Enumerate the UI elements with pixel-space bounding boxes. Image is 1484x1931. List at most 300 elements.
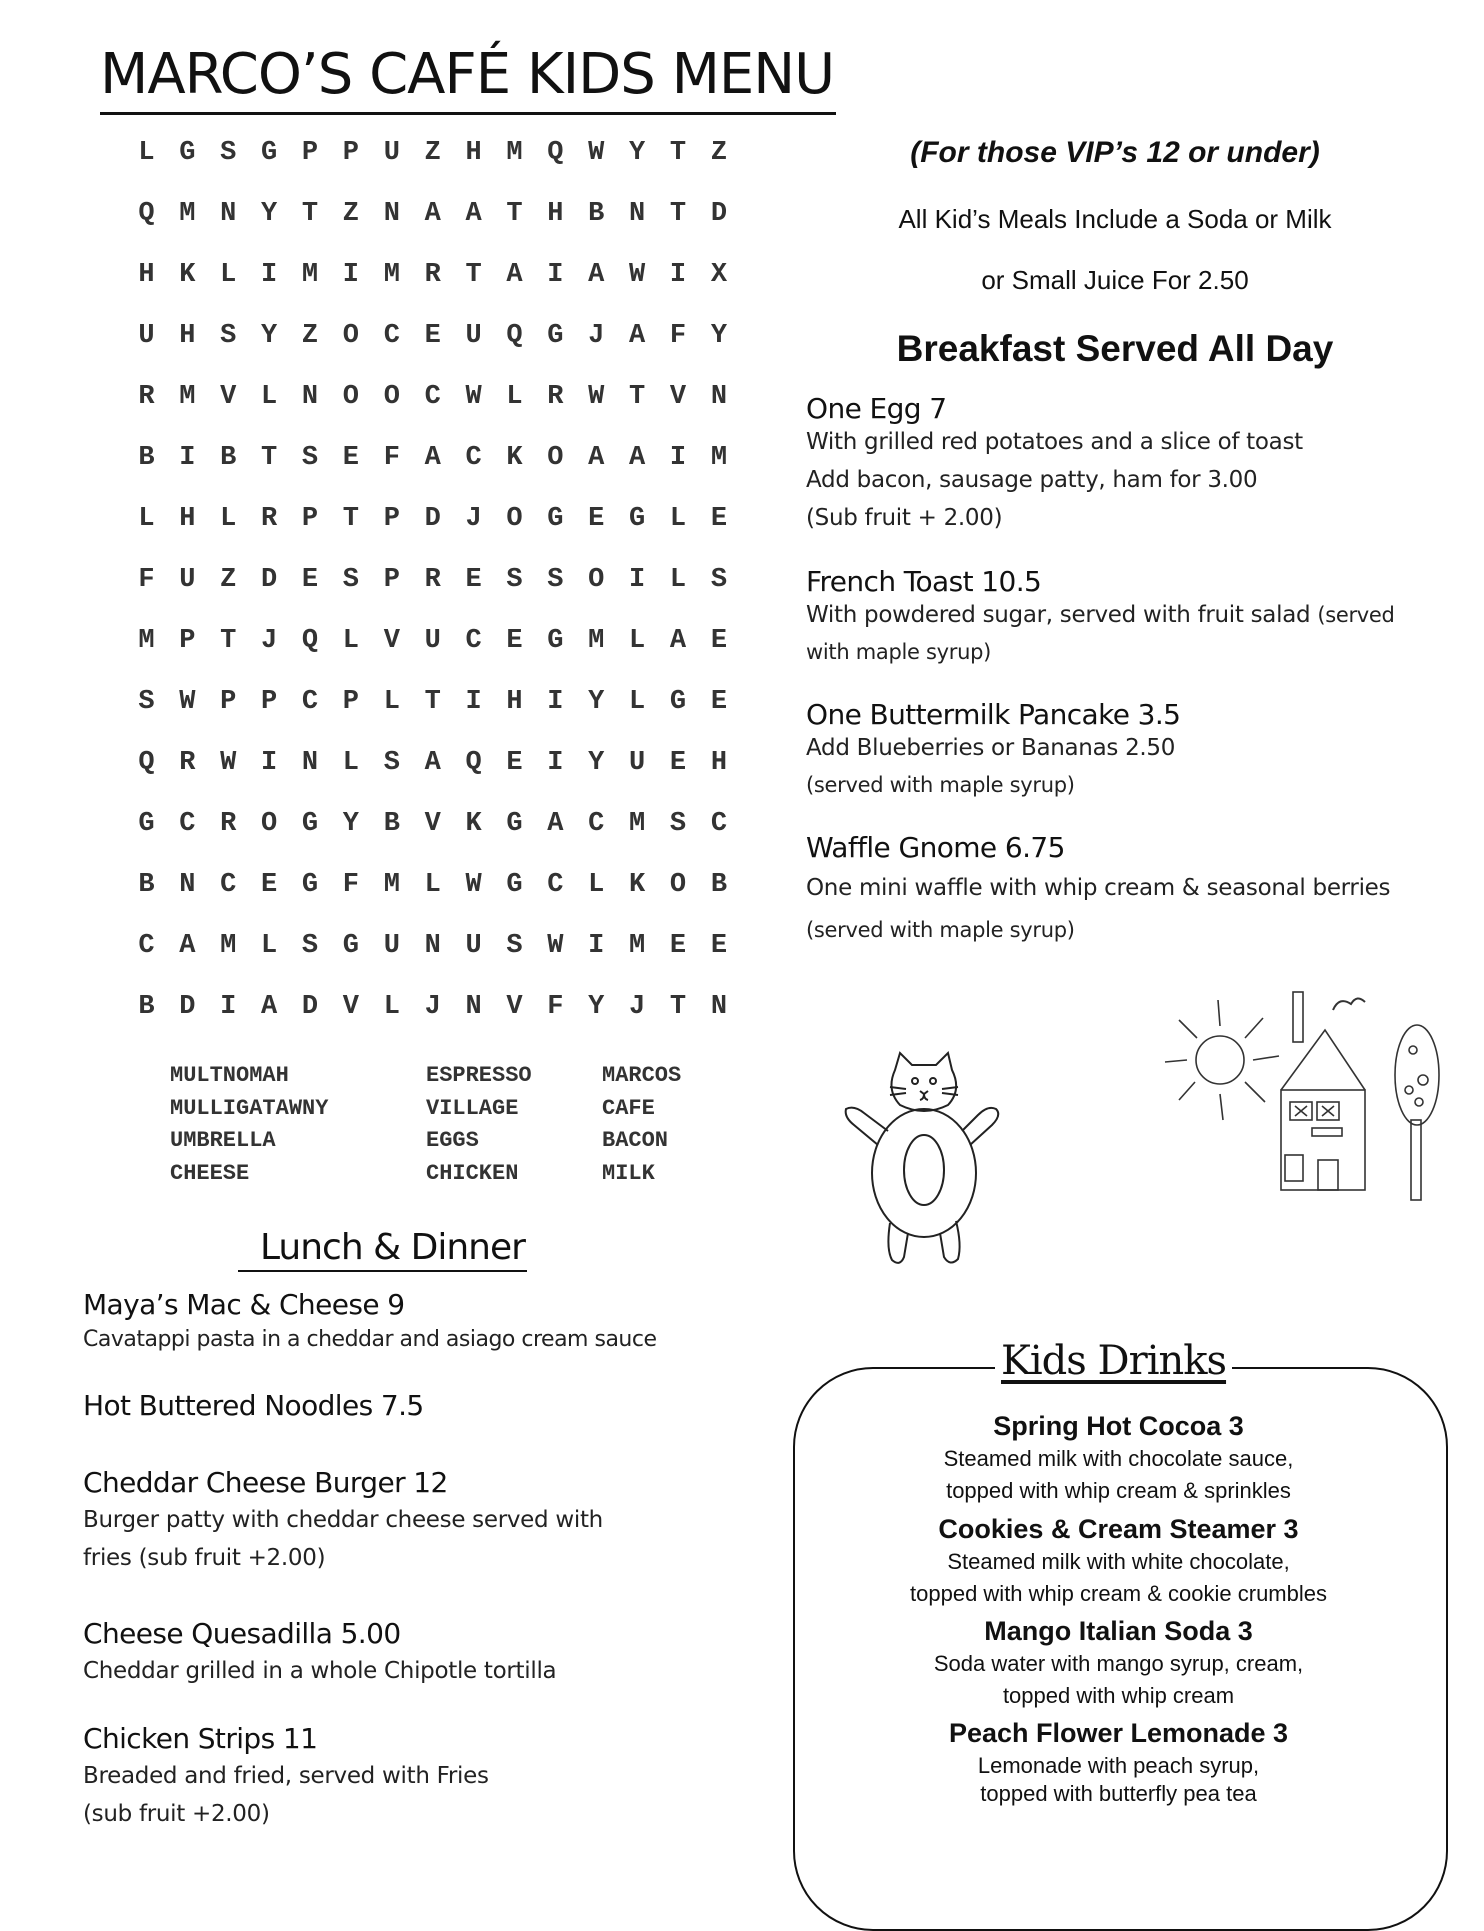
- breakfast-item: [806, 831, 1390, 952]
- item-description: Add bacon, sausage patty, ham for 3.00: [806, 467, 1258, 493]
- word-search-row: [126, 382, 739, 443]
- word-search-letter: O: [261, 809, 278, 839]
- word-search-letter: M: [179, 382, 196, 412]
- drink-title: Peach Flower Lemonade 3: [948, 1718, 1289, 1748]
- drink-description: Lemonade with peach syrup,: [977, 1753, 1260, 1778]
- word-search-letter: S: [342, 565, 359, 595]
- word-search-letter: R: [424, 260, 441, 290]
- word-search-letter: C: [383, 321, 400, 351]
- word-search-letter: R: [424, 565, 441, 595]
- word-search-letter: G: [179, 138, 196, 168]
- word-search-letter: G: [138, 809, 155, 839]
- word-search-letter: P: [179, 626, 196, 656]
- word-search-letter: S: [547, 565, 564, 595]
- word-search-letter: G: [629, 504, 646, 534]
- word-search-letter: Q: [506, 321, 523, 351]
- word-search-letter: H: [506, 687, 523, 717]
- word-search-letter: P: [301, 504, 319, 534]
- word-search-letter: P: [383, 504, 400, 534]
- word-search-letter: S: [669, 809, 687, 839]
- item-title: Cheese Quesadilla 5.00: [83, 1617, 401, 1650]
- word-search-letter: L: [669, 504, 687, 534]
- breakfast-item: [806, 565, 1436, 670]
- word-search-letter: N: [383, 199, 400, 229]
- lunch-item: [83, 1389, 424, 1422]
- word-search-letter: I: [261, 748, 278, 778]
- word-search-letter: R: [179, 748, 196, 778]
- word-search-letter: T: [220, 626, 237, 656]
- word-search-row: [126, 260, 739, 321]
- word-search-letter: L: [383, 992, 400, 1022]
- item-title: French Toast 10.5: [806, 565, 1042, 598]
- word-search-letter: P: [301, 138, 319, 168]
- item-description: (sub fruit +2.00): [83, 1801, 270, 1827]
- word-search-row: [126, 321, 739, 382]
- word-search-letter: G: [301, 870, 319, 900]
- word-search-letter: D: [261, 565, 278, 595]
- word-search-letter: S: [383, 748, 400, 778]
- word-search-letter: L: [138, 138, 155, 168]
- item-description: (served with maple syrup): [806, 773, 1075, 797]
- word-search-letter: F: [138, 565, 155, 595]
- word-search-letter: E: [710, 687, 728, 717]
- item-description: One mini waffle with whip cream & seasonal berries: [806, 875, 1391, 901]
- word-search-letter: Q: [301, 626, 319, 656]
- word-search-letter: A: [424, 443, 441, 473]
- word-search-letter: M: [301, 260, 319, 290]
- word-search-letter: H: [179, 504, 196, 534]
- item-description: [806, 596, 1436, 634]
- word-search-letter: W: [588, 382, 605, 412]
- word-search-letter: X: [710, 260, 728, 290]
- word-search-letter: A: [588, 443, 605, 473]
- word-search-letter: H: [465, 138, 482, 168]
- word-search-letter: W: [588, 138, 605, 168]
- word-search-letter: A: [424, 748, 441, 778]
- item-title: Hot Buttered Noodles 7.5: [83, 1389, 424, 1422]
- word-search-letter: T: [629, 382, 646, 412]
- item-title: One Buttermilk Pancake 3.5: [806, 698, 1181, 731]
- word-search-letter: D: [710, 199, 728, 229]
- word-search-letter: M: [710, 443, 728, 473]
- word-list-item: MULTNOMAH: [170, 1063, 289, 1088]
- word-list-item: MARCOS: [602, 1063, 682, 1088]
- word-search-row: [126, 748, 739, 809]
- word-search-letter: I: [547, 748, 564, 778]
- word-search-letter: L: [342, 748, 359, 778]
- word-search-letter: L: [261, 931, 278, 961]
- word-search-letter: Z: [710, 138, 728, 168]
- word-list-item: CAFE: [602, 1095, 655, 1121]
- word-search-letter: S: [220, 138, 237, 168]
- word-search-letter: A: [506, 260, 523, 290]
- drinks-heading: Kids Drinks: [995, 1338, 1232, 1384]
- lunch-item: [83, 1466, 603, 1577]
- word-search-letter: B: [588, 199, 605, 229]
- word-search-letter: B: [138, 443, 155, 473]
- word-search-letter: R: [547, 382, 564, 412]
- item-description: with maple syrup): [806, 640, 992, 664]
- word-search-letter: M: [220, 931, 237, 961]
- drink-title: Cookies & Cream Steamer 3: [938, 1514, 1299, 1544]
- word-search-letter: G: [506, 870, 523, 900]
- word-search-letter: Q: [138, 199, 155, 229]
- word-search-letter: I: [342, 260, 359, 290]
- item-title: Waffle Gnome 6.75: [806, 831, 1065, 864]
- word-search-letter: U: [424, 626, 441, 656]
- word-list-column: [170, 1063, 426, 1193]
- word-search-letter: F: [669, 321, 687, 351]
- word-search-letter: E: [710, 931, 728, 961]
- word-search-letter: Y: [710, 321, 728, 351]
- drink-description: Soda water with mango syrup, cream,: [933, 1651, 1304, 1676]
- word-search-letter: Y: [588, 687, 605, 717]
- word-search-letter: G: [547, 626, 564, 656]
- word-search-letter: D: [179, 992, 196, 1022]
- word-search-letter: G: [547, 504, 564, 534]
- word-search-letter: R: [138, 382, 155, 412]
- word-search-grid: [126, 138, 739, 1053]
- word-search-letter: C: [301, 687, 319, 717]
- word-search-letter: C: [179, 809, 196, 839]
- word-search-letter: M: [138, 626, 155, 656]
- word-search-letter: O: [506, 504, 523, 534]
- word-search-letter: E: [301, 565, 319, 595]
- word-search-letter: A: [669, 626, 687, 656]
- word-search-letter: A: [629, 443, 646, 473]
- word-search-letter: T: [465, 260, 482, 290]
- word-search-letter: N: [220, 199, 237, 229]
- drink-title: Mango Italian Soda 3: [984, 1616, 1253, 1646]
- word-search-letter: J: [629, 992, 646, 1022]
- word-search-letter: T: [424, 687, 441, 717]
- word-search-letter: S: [506, 931, 523, 961]
- drink-description: Steamed milk with white chocolate,: [947, 1549, 1290, 1574]
- word-search-letter: E: [669, 931, 687, 961]
- word-search-letter: A: [629, 321, 646, 351]
- word-search-letter: L: [588, 870, 605, 900]
- word-search-letter: H: [138, 260, 155, 290]
- item-description: Cheddar grilled in a whole Chipotle tortilla: [83, 1658, 557, 1684]
- word-list-item: MULLIGATAWNY: [170, 1095, 329, 1121]
- item-description: (Sub fruit + 2.00): [806, 505, 1003, 531]
- word-search-letter: O: [669, 870, 687, 900]
- word-list-item: ESPRESSO: [426, 1063, 532, 1088]
- word-search-letter: Q: [465, 748, 482, 778]
- word-search-letter: Y: [588, 992, 605, 1022]
- word-search-letter: C: [710, 809, 728, 839]
- word-search-letter: I: [547, 260, 564, 290]
- drink-description: Steamed milk with chocolate sauce,: [943, 1446, 1294, 1471]
- word-search-letter: E: [465, 565, 482, 595]
- word-search-row: [126, 504, 739, 565]
- item-description: With grilled red potatoes and a slice of toast: [806, 429, 1303, 455]
- word-search-letter: E: [506, 748, 523, 778]
- word-search-letter: Y: [588, 748, 605, 778]
- word-list-item: BACON: [602, 1128, 669, 1153]
- word-search-letter: F: [383, 443, 400, 473]
- word-search-letter: E: [710, 504, 728, 534]
- word-search-letter: P: [220, 687, 237, 717]
- house-sun-tree-drawing: [1165, 990, 1455, 1215]
- word-search-letter: C: [588, 809, 605, 839]
- word-search-letter: T: [506, 199, 523, 229]
- word-search-letter: U: [465, 321, 482, 351]
- word-search-letter: Y: [342, 809, 359, 839]
- word-search-letter: N: [424, 931, 441, 961]
- breakfast-item: [806, 392, 1303, 537]
- word-search-letter: S: [301, 443, 319, 473]
- word-search-letter: M: [588, 626, 605, 656]
- word-search-letter: H: [710, 748, 728, 778]
- word-search-letter: M: [179, 199, 196, 229]
- word-search-letter: I: [547, 687, 564, 717]
- word-search-letter: H: [179, 321, 196, 351]
- word-search-letter: E: [261, 870, 278, 900]
- word-search-letter: E: [710, 626, 728, 656]
- item-description: Breaded and fried, served with Fries: [83, 1763, 489, 1789]
- word-search-letter: I: [588, 931, 605, 961]
- word-search-letter: A: [547, 809, 564, 839]
- word-search-letter: N: [301, 382, 319, 412]
- word-search-letter: L: [261, 382, 278, 412]
- word-search-letter: L: [342, 626, 359, 656]
- word-search-letter: Y: [261, 199, 278, 229]
- word-search-letter: V: [506, 992, 523, 1022]
- item-title: Chicken Strips 11: [83, 1722, 318, 1755]
- word-search-letter: S: [710, 565, 728, 595]
- word-search-letter: Z: [342, 199, 359, 229]
- word-search-letter: G: [301, 809, 319, 839]
- word-search-letter: N: [710, 992, 728, 1022]
- item-description: Add Blueberries or Bananas 2.50: [806, 735, 1176, 761]
- word-search-letter: W: [465, 870, 482, 900]
- breakfast-heading: Breakfast Served All Day: [896, 328, 1334, 369]
- word-search-letter: U: [179, 565, 196, 595]
- drink-description: topped with whip cream & sprinkles: [946, 1478, 1291, 1503]
- word-search-letter: V: [342, 992, 359, 1022]
- word-search-letter: B: [710, 870, 728, 900]
- drink-item: [793, 1616, 1444, 1709]
- word-search-letter: L: [220, 260, 237, 290]
- lunch-item: [83, 1288, 657, 1359]
- word-search-row: [126, 199, 739, 260]
- word-search-row: [126, 626, 739, 687]
- word-search-letter: C: [465, 443, 482, 473]
- word-search-letter: J: [261, 626, 278, 656]
- word-search-letter: K: [506, 443, 523, 473]
- word-search-letter: M: [383, 870, 400, 900]
- word-search-letter: I: [669, 260, 687, 290]
- word-search-letter: S: [138, 687, 155, 717]
- word-search-letter: W: [629, 260, 646, 290]
- word-search-letter: K: [465, 809, 482, 839]
- word-search-letter: H: [547, 199, 564, 229]
- word-search-row: [126, 992, 739, 1053]
- word-search-letter: A: [588, 260, 605, 290]
- word-search-letter: L: [220, 504, 237, 534]
- word-search-letter: U: [383, 138, 400, 168]
- word-search-letter: Q: [547, 138, 564, 168]
- word-search-letter: Y: [261, 321, 278, 351]
- word-search-letter: R: [220, 809, 237, 839]
- word-search-letter: G: [261, 138, 278, 168]
- item-description: Cavatappi pasta in a cheddar and asiago cream sauce: [83, 1327, 657, 1352]
- item-description: Burger patty with cheddar cheese served with: [83, 1507, 603, 1533]
- word-search-letter: G: [506, 809, 523, 839]
- word-search-letter: L: [138, 504, 155, 534]
- word-search-letter: W: [179, 687, 196, 717]
- word-search-row: [126, 443, 739, 504]
- word-search-letter: O: [342, 382, 359, 412]
- vip-note: (For those VIP’s 12 or under): [910, 136, 1320, 169]
- item-description: fries (sub fruit +2.00): [83, 1545, 326, 1571]
- includes-note: All Kid’s Meals Include a Soda or Milk: [898, 204, 1332, 234]
- word-search-letter: D: [301, 992, 319, 1022]
- word-search-letter: E: [424, 321, 441, 351]
- word-search-letter: S: [506, 565, 523, 595]
- word-search-letter: O: [342, 321, 359, 351]
- word-search-letter: V: [669, 382, 687, 412]
- word-search-letter: L: [669, 565, 687, 595]
- word-search-row: [126, 931, 739, 992]
- word-search-letter: T: [301, 199, 319, 229]
- word-search-letter: T: [261, 443, 278, 473]
- breakfast-item: [806, 698, 1180, 803]
- word-search-letter: E: [588, 504, 605, 534]
- word-search-row: [126, 565, 739, 626]
- word-search-letter: I: [220, 992, 237, 1022]
- word-search-letter: Z: [220, 565, 237, 595]
- word-search-row: [126, 687, 739, 748]
- word-search-letter: I: [261, 260, 278, 290]
- word-search-letter: F: [547, 992, 564, 1022]
- word-search-letter: S: [220, 321, 237, 351]
- word-search-letter: I: [629, 565, 646, 595]
- word-search-letter: I: [465, 687, 482, 717]
- word-search-letter: O: [588, 565, 605, 595]
- word-search-letter: R: [261, 504, 278, 534]
- word-search-letter: I: [669, 443, 687, 473]
- word-search-letter: E: [506, 626, 523, 656]
- word-search-letter: W: [547, 931, 564, 961]
- word-search-letter: T: [669, 199, 687, 229]
- word-search-letter: A: [424, 199, 441, 229]
- drink-item: [793, 1718, 1444, 1807]
- word-search-letter: U: [465, 931, 482, 961]
- word-search-letter: L: [424, 870, 441, 900]
- word-list-item: EGGS: [426, 1128, 479, 1153]
- word-search-letter: Z: [301, 321, 319, 351]
- word-search-letter: W: [220, 748, 237, 778]
- word-list-column: [426, 1063, 602, 1193]
- word-list-item: VILLAGE: [426, 1095, 519, 1121]
- word-search-letter: K: [179, 260, 196, 290]
- word-search-letter: G: [547, 321, 564, 351]
- word-search-letter: T: [342, 504, 359, 534]
- word-search-letter: C: [547, 870, 564, 900]
- drink-item: [793, 1411, 1444, 1504]
- word-search-letter: V: [383, 626, 400, 656]
- menu-title: MARCO’S CAFÉ KIDS MENU: [100, 38, 836, 115]
- lunch-heading: Lunch & Dinner: [238, 1226, 527, 1272]
- word-search-letter: O: [383, 382, 400, 412]
- word-search-letter: N: [465, 992, 482, 1022]
- lunch-item: [83, 1722, 489, 1833]
- item-description-text: With powdered sugar, served with fruit salad: [806, 602, 1311, 628]
- word-search-letter: J: [424, 992, 441, 1022]
- word-search-letter: T: [669, 992, 687, 1022]
- word-list: [170, 1063, 681, 1193]
- cat-drawing: [840, 1045, 1010, 1270]
- word-search-letter: O: [547, 443, 564, 473]
- word-search-letter: L: [383, 687, 400, 717]
- word-search-letter: A: [465, 199, 482, 229]
- word-search-letter: Y: [629, 138, 646, 168]
- word-search-letter: M: [506, 138, 523, 168]
- word-search-letter: U: [629, 748, 646, 778]
- word-list-item: MILK: [602, 1160, 655, 1186]
- drink-item: [793, 1514, 1444, 1607]
- word-search-letter: A: [261, 992, 278, 1022]
- word-search-row: [126, 809, 739, 870]
- word-search-letter: P: [261, 687, 278, 717]
- word-list-item: UMBRELLA: [170, 1128, 276, 1153]
- item-title: Maya’s Mac & Cheese 9: [83, 1288, 405, 1321]
- word-search-letter: E: [669, 748, 687, 778]
- word-search-letter: P: [342, 138, 359, 168]
- word-search-letter: T: [669, 138, 687, 168]
- word-search-letter: B: [220, 443, 237, 473]
- word-search-letter: B: [138, 870, 155, 900]
- item-title: One Egg 7: [806, 392, 947, 425]
- word-search-letter: I: [179, 443, 196, 473]
- word-search-letter: C: [220, 870, 237, 900]
- word-search-letter: N: [629, 199, 646, 229]
- word-search-letter: N: [710, 382, 728, 412]
- word-search-letter: W: [465, 382, 482, 412]
- word-list-item: CHICKEN: [426, 1160, 519, 1186]
- lunch-item: [83, 1617, 556, 1690]
- drink-title: Spring Hot Cocoa 3: [993, 1411, 1244, 1441]
- word-search-letter: G: [669, 687, 687, 717]
- word-search-letter: K: [629, 870, 646, 900]
- word-search-letter: U: [138, 321, 155, 351]
- word-search-row: [126, 138, 739, 199]
- word-search-letter: Q: [138, 748, 155, 778]
- word-search-letter: N: [301, 748, 319, 778]
- word-search-letter: P: [383, 565, 400, 595]
- drink-description: topped with whip cream & cookie crumbles: [910, 1581, 1327, 1606]
- word-search-letter: J: [588, 321, 605, 351]
- word-search-letter: L: [629, 687, 646, 717]
- word-search-letter: D: [424, 504, 441, 534]
- juice-note: or Small Juice For 2.50: [981, 265, 1249, 295]
- word-search-letter: L: [629, 626, 646, 656]
- word-search-letter: U: [383, 931, 400, 961]
- word-search-letter: S: [301, 931, 319, 961]
- word-search-letter: V: [424, 809, 441, 839]
- word-list-column: [602, 1063, 681, 1193]
- word-search-letter: C: [465, 626, 482, 656]
- word-search-letter: M: [629, 809, 646, 839]
- word-search-letter: E: [342, 443, 359, 473]
- item-title: Cheddar Cheese Burger 12: [83, 1466, 448, 1499]
- word-search-letter: C: [138, 931, 155, 961]
- item-description-text: (served: [1317, 603, 1395, 627]
- drink-description: topped with butterfly pea tea: [980, 1781, 1257, 1806]
- word-search-letter: C: [424, 382, 441, 412]
